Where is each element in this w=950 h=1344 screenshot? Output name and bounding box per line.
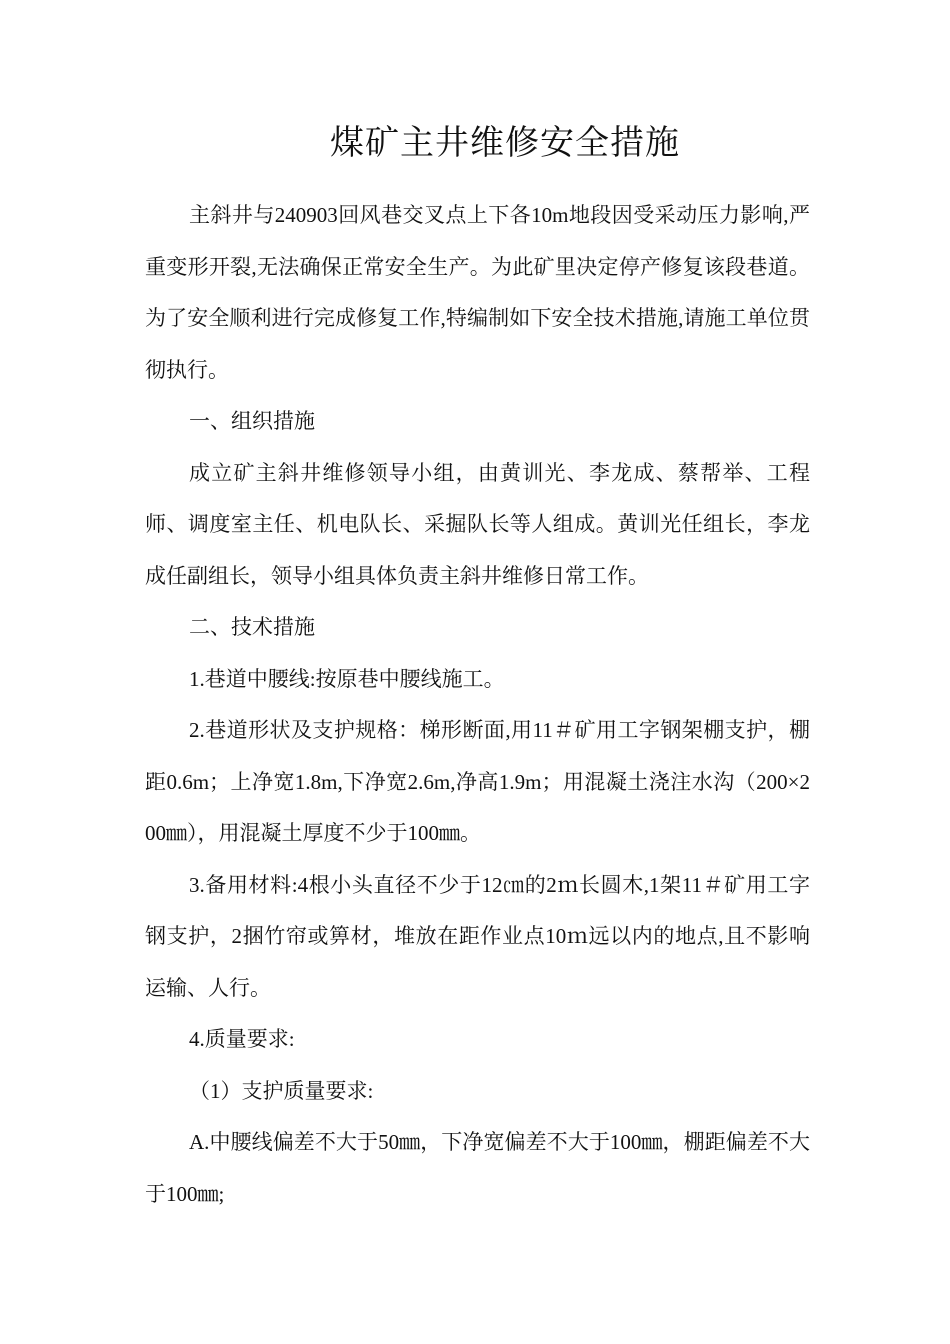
- document-body: [145, 190, 810, 1220]
- item-quality-requirements: 4.质量要求:: [189, 1027, 295, 1051]
- heading-organization-measures: 一、组织措施: [189, 409, 315, 433]
- paragraph-leadership-group: 成立矿主斜井维修领导小组，由黄训光、李龙成、蔡帮举、工程师、调度室主任、机电队长、采掘队长等人组成。黄训光任组长，李龙成任副组长，领导小组具体负责主斜井维修日常工作。: [145, 460, 810, 588]
- item-centerline: 1.巷道中腰线:按原巷中腰线施工。: [189, 666, 505, 691]
- item-spare-materials: 3.备用材料:4根小头直径不少于12㎝的2ｍ长圆木,1架11＃矿用工字钢支护，2捆竹帘或箅材，堆放在距作业点10ｍ远以内的地点,且不影响运输、人行。: [145, 872, 810, 1000]
- subitem-support-quality: （1）支护质量要求:: [189, 1078, 374, 1103]
- document-title: 煤矿主井维修安全措施: [330, 125, 680, 162]
- paragraph-intro: 主斜井与240903回风巷交叉点上下各10m地段因受采动压力影响,严重变形开裂,无法确保正常安全生产。为此矿里决定停产修复该段巷道。为了安全顺利进行完成修复工作,特编制如下安全技术措施,请施工单位贯彻执行。: [145, 203, 810, 382]
- heading-technical-measures: 二、技术措施: [189, 615, 315, 639]
- subitem-a-deviation: A.中腰线偏差不大于50㎜，下净宽偏差不大于100㎜，棚距偏差不大于100㎜;: [145, 1130, 810, 1206]
- item-roadway-shape: 2.巷道形状及支护规格：梯形断面,用11＃矿用工字钢架棚支护，棚距0.6m；上净宽1.8m,下净宽2.6m,净高1.9m；用混凝土浇注水沟（200×200㎜），用混凝土厚度不少于100㎜。: [145, 718, 810, 845]
